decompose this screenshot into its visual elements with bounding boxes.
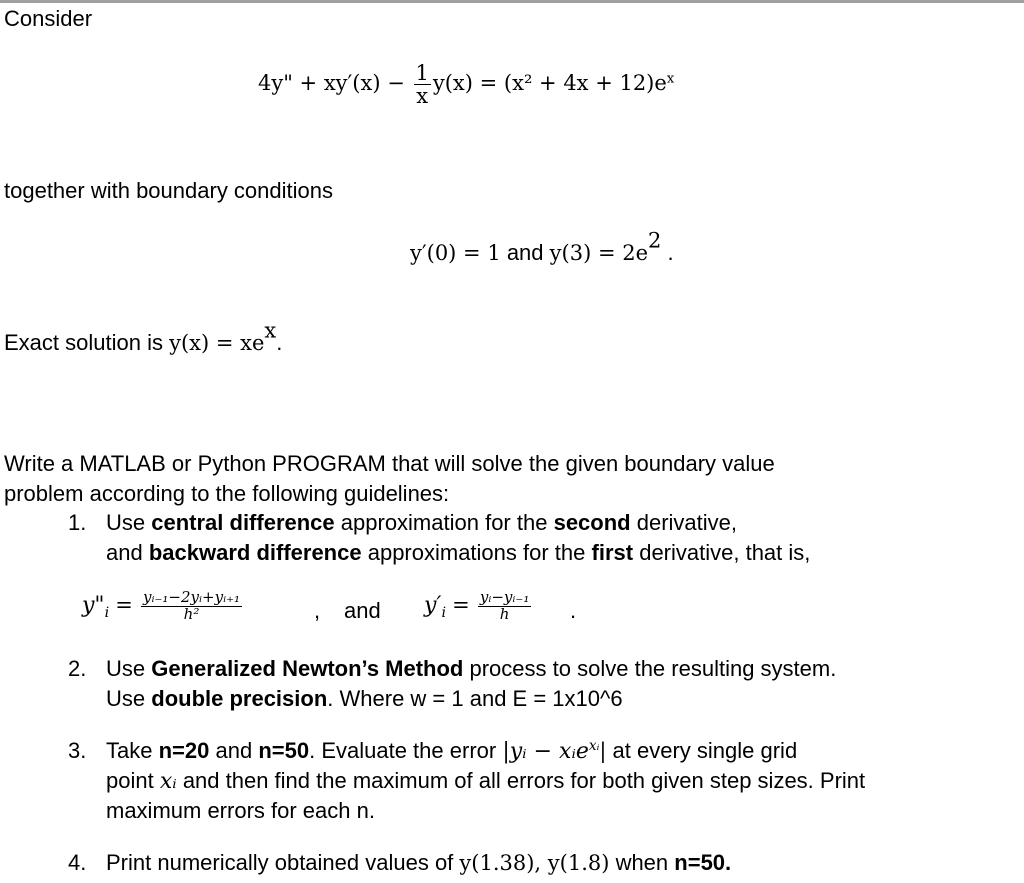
error-exponent: xᵢ: [588, 737, 600, 754]
boundary-and: and: [506, 240, 544, 265]
item-2-line-1: [106, 656, 836, 682]
item-4-values: y(1.38), y(1.8): [459, 851, 610, 875]
item-3-text: at every single grid: [612, 738, 798, 763]
item-1-line-1: [106, 510, 737, 536]
item-1-text: approximations for the: [367, 540, 586, 565]
item-1-text: and: [106, 540, 143, 565]
exact-solution: [4, 318, 283, 356]
exact-prefix: Exact solution is: [4, 330, 163, 355]
boundary-first: y′(0) = 1: [410, 241, 501, 265]
formula-1-numerator: yᵢ₋₁−2yᵢ+yᵢ₊₁: [143, 588, 241, 606]
item-3-number: 3.: [68, 738, 87, 763]
error-close: |: [599, 739, 607, 763]
main-equation: [258, 62, 674, 107]
first-derivative-formula: [424, 590, 533, 623]
formula-2-fraction: [478, 590, 531, 623]
formula-1-denominator: h²: [141, 606, 242, 623]
item-1-line-2: [106, 540, 810, 566]
item-1-bold: backward difference: [148, 540, 362, 565]
item-4-line: [106, 850, 731, 876]
boundary-end: .: [661, 240, 674, 265]
item-1-text: Use: [106, 510, 146, 535]
item-3-text: and: [215, 738, 253, 763]
formula-2-numerator: yᵢ−yᵢ₋₁: [479, 588, 530, 606]
together-text: together with boundary conditions: [4, 178, 333, 203]
boundary-second: y(3) = 2e: [549, 241, 649, 265]
item-1-bold: central difference: [151, 510, 335, 535]
item-1-bold: second: [553, 510, 631, 535]
grid-point-symbol: xᵢ: [159, 769, 177, 794]
item-2-text: Use: [106, 656, 146, 681]
item-2-number: 2.: [68, 656, 87, 681]
item-2-bold: double precision: [151, 686, 328, 711]
item-2-text: . Where w = 1 and E = 1x10^6: [327, 686, 623, 711]
item-1-number: 1.: [68, 510, 87, 535]
item-4-text: Print numerically obtained values of: [106, 850, 454, 875]
equation-rest: y(x) = (x² + 4x + 12)e: [432, 71, 667, 96]
item-1-bold: first: [591, 540, 634, 565]
item-1-text: derivative,: [636, 510, 738, 535]
formula-2-denominator: h: [478, 606, 531, 623]
item-2-line-2: [106, 686, 623, 712]
item-1-text: approximation for the: [340, 510, 548, 535]
second-derivative-formula: [82, 590, 244, 623]
formula-1-equals: =: [115, 593, 133, 618]
item-3-text: point: [106, 768, 154, 793]
formula-1-lhs: y": [82, 593, 105, 619]
formula-end: .: [570, 598, 577, 623]
item-3-text: and then find the maximum of all errors for both given step sizes. Print: [182, 768, 866, 793]
item-3-text: Take: [106, 738, 153, 763]
item-2-bold: Generalized Newton’s Method: [151, 656, 464, 681]
formula-1-fraction: [141, 590, 242, 623]
intro-line-1: Write a MATLAB or Python PROGRAM that will solve the given boundary value: [4, 451, 775, 476]
item-4-text: when: [615, 850, 669, 875]
equation-lhs: 4y" + xy′(x) −: [258, 71, 405, 96]
item-4-bold: n=50: [674, 850, 726, 875]
item-3-bold: n=50: [258, 738, 310, 763]
formula-2-subscript: i: [441, 605, 447, 622]
exact-formula: y(x) = xe: [169, 331, 265, 355]
item-3-line-2: [106, 768, 865, 795]
item-3-line-1: [106, 738, 797, 765]
item-3-text: . Evaluate the error: [309, 738, 497, 763]
boundary-conditions: [410, 228, 674, 266]
item-1-text: derivative, that is,: [639, 540, 811, 565]
exact-exponent: x: [264, 318, 277, 343]
boundary-exponent: 2: [648, 228, 662, 253]
item-2-text: process to solve the resulting system.: [469, 656, 837, 681]
formula-comma: ,: [314, 598, 321, 623]
item-2-text: Use: [106, 686, 146, 711]
fraction-numerator: 1: [415, 61, 429, 85]
exact-end: .: [276, 330, 283, 355]
intro-line-2: problem according to the following guidelines:: [4, 481, 450, 506]
formula-1-subscript: i: [104, 605, 110, 622]
consider-label: Consider: [4, 6, 93, 31]
equation-fraction: [414, 62, 431, 107]
formula-2-lhs: y′: [424, 593, 442, 619]
fraction-denominator: x: [414, 84, 431, 107]
formula-2-equals: =: [452, 593, 470, 618]
item-3-bold: n=20: [158, 738, 210, 763]
error-formula: |yᵢ − xᵢe: [502, 739, 589, 764]
equation-exponent: x: [666, 71, 675, 87]
item-4-number: 4.: [68, 850, 87, 875]
item-4-end: .: [725, 850, 732, 875]
item-3-line-3: maximum errors for each n.: [106, 798, 375, 823]
formula-and: and: [344, 598, 381, 623]
top-divider: [0, 0, 1024, 3]
